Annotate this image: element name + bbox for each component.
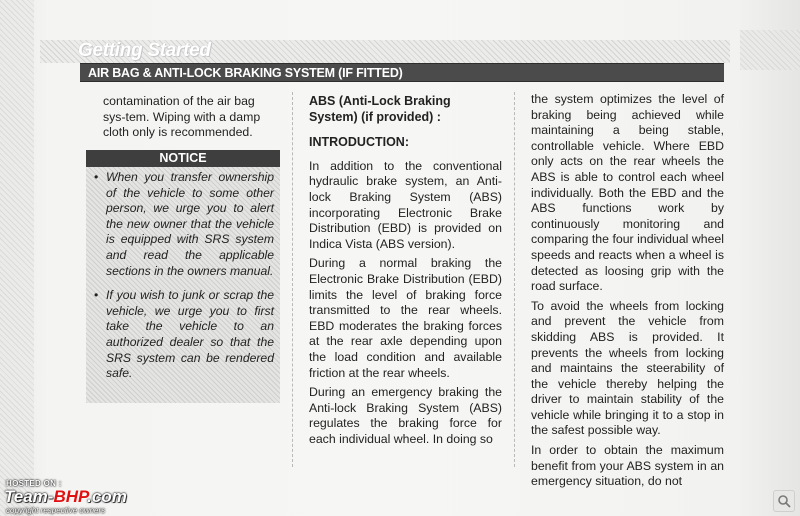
paragraph: the system optimizes the level of braking being achieved while maintaining a being stable, controllable vehicle. Where EBD only acts on the rear wheels the ABS is able to control each wheel individually. Both the EBD and the ABS functions work by continuously monitoring and comparing the four individual wheel speeds and reacts when a wheel is detected as loosing grip with the road surface.: [531, 92, 724, 294]
watermark-hosted-label: HOSTED ON :: [6, 479, 62, 488]
column-3: [531, 92, 724, 494]
logo-main: Team-: [4, 487, 54, 506]
notice-item: [94, 288, 274, 382]
logo-accent: BHP: [53, 487, 88, 506]
watermark-copyright: copyright respective owners: [6, 506, 106, 515]
notice-item-text: When you transfer ownership of the vehicle to some other person, we urge you to alert the new owner that the vehicle is equipped with SRS system and read the applicable sections in the owners manual.: [106, 170, 274, 278]
paragraph: In order to obtain the maximum benefit from your ABS system in an emergency situation, do not: [531, 443, 724, 489]
notice-box: [86, 150, 280, 403]
notice-item-text: If you wish to junk or scrap the vehicle, we urge you to first take the vehicle to an authorized dealer so that the SRS system can be rendered safe.: [106, 288, 274, 381]
section-title: Getting Started: [78, 40, 211, 61]
watermark-logo[interactable]: [4, 487, 127, 507]
column-divider: [292, 92, 293, 467]
notice-list: [94, 170, 274, 391]
abs-heading: ABS (Anti-Lock Braking System) (if provided) :: [309, 94, 451, 124]
column-2: [309, 94, 502, 451]
magnifier-icon[interactable]: [773, 490, 795, 512]
column-1: [103, 94, 277, 145]
bullet-icon: •: [94, 170, 99, 184]
logo-tail: .com: [87, 487, 127, 506]
paragraph: During a normal braking the Electronic Brake Distribution (EBD) limits the level of braking force transmitted to the rear wheels. EBD moderates the braking forces at the rear axle depending upon the load condition and available friction at the rear wheels.: [309, 256, 502, 380]
paragraph: To avoid the wheels from locking and prevent the vehicle from skidding ABS is provided. It prevents the wheels from locking and maintains the steerability of the vehicle thereby helping the driver to maintain stability of the vehicle while bringing it to a stop in the safest possible way.: [531, 298, 724, 438]
notice-item: [94, 170, 274, 279]
magnifier-icon-glyph: [777, 494, 791, 508]
page-edge-texture-right: [740, 30, 800, 70]
column-divider: [514, 92, 515, 467]
bullet-icon: •: [94, 288, 99, 303]
notice-title: NOTICE: [86, 150, 280, 167]
chapter-header: AIR BAG & ANTI-LOCK BRAKING SYSTEM (IF FITTED): [80, 63, 724, 82]
page-edge-texture: [0, 0, 34, 516]
introduction-heading: INTRODUCTION:: [309, 135, 409, 150]
col1-intro: contamination of the air bag sys-tem. Wiping with a damp cloth only is recommended.: [103, 94, 261, 140]
paragraph: During an emergency braking the Anti-lock Braking System (ABS) regulates the braking force for each individual wheel. In doing so: [309, 385, 502, 446]
paragraph: In addition to the conventional hydraulic brake system, an Anti-lock Braking System (ABS) incorporating Electronic Brake Distribution (EBD) is provided on Indica Vista (ABS version).: [309, 158, 502, 251]
